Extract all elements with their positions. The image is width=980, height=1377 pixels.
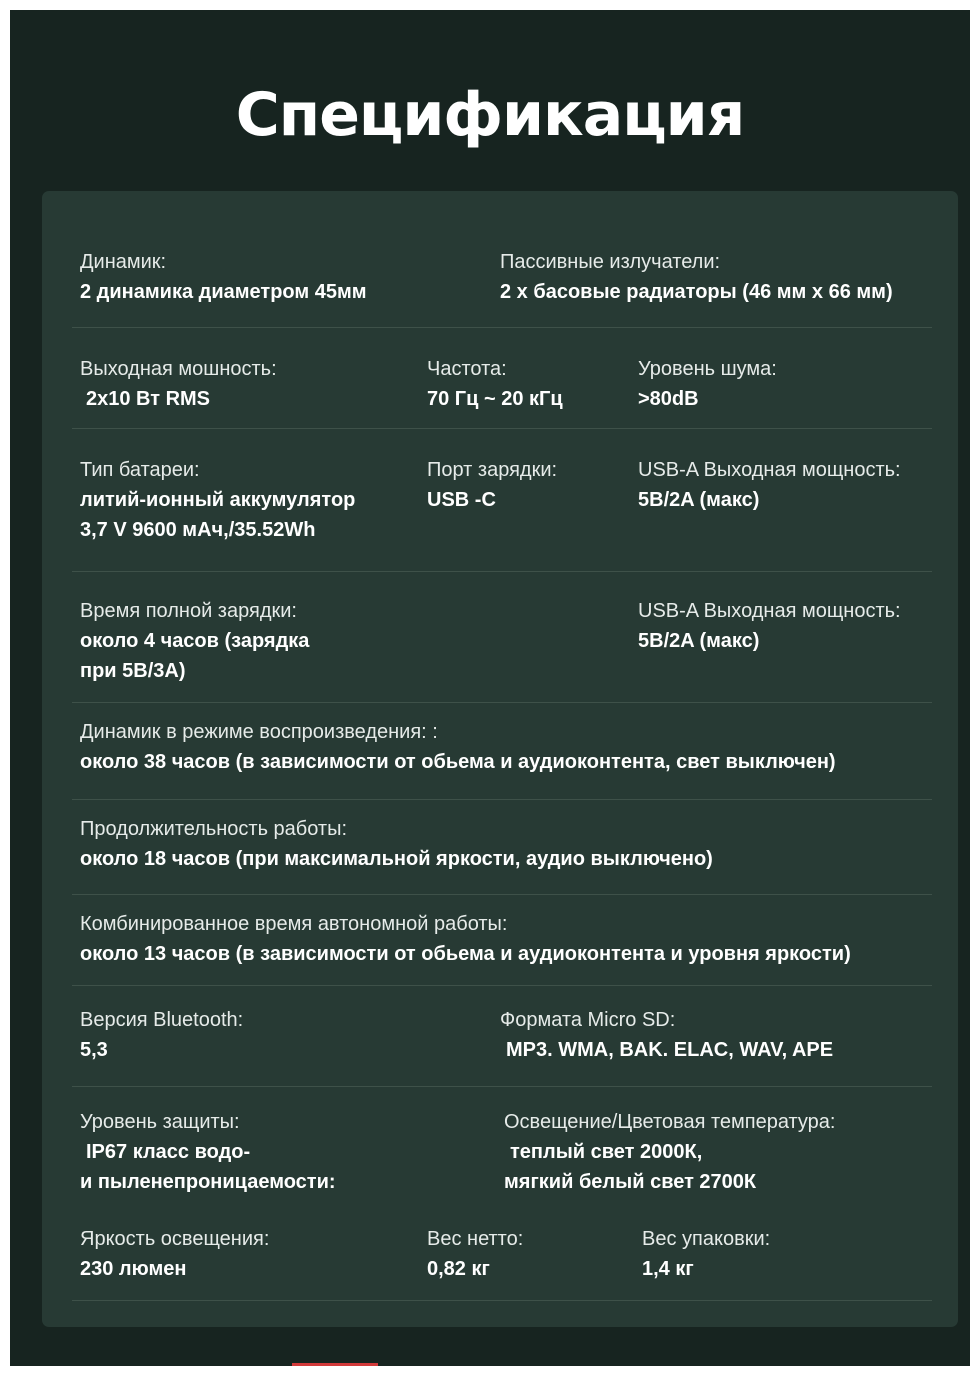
spec-label: Выходная мошность:	[80, 358, 277, 380]
spec-value: 5B/2A (макс)	[638, 489, 760, 511]
spec-sheet	[10, 10, 970, 1366]
spec-operating-time	[80, 814, 713, 874]
spec-label: Формата Micro SD:	[500, 1009, 676, 1031]
spec-label: Пассивные излучатели:	[500, 251, 721, 273]
spec-bluetooth-version	[80, 1005, 243, 1065]
spec-value: мягкий белый свет 2700К	[504, 1171, 757, 1193]
spec-value: USB -C	[427, 489, 496, 511]
row-divider	[72, 1086, 932, 1087]
spec-label: Вес нетто:	[427, 1228, 524, 1250]
spec-output-power	[80, 354, 277, 414]
row-divider	[72, 799, 932, 800]
spec-label: Версия Bluetooth:	[80, 1009, 244, 1031]
spec-full-charge-time	[80, 596, 309, 686]
spec-value: при 5В/3А)	[80, 660, 186, 682]
spec-speaker	[80, 247, 367, 307]
row-divider	[72, 327, 932, 328]
spec-combined-runtime	[80, 909, 851, 969]
spec-battery-type	[80, 455, 355, 545]
spec-label: Время полной зарядки:	[80, 600, 297, 622]
spec-label: Уровень защиты:	[80, 1111, 240, 1133]
spec-value: и пыленепроницаемости:	[80, 1171, 336, 1193]
spec-value: >80dB	[638, 388, 699, 410]
spec-charging-port	[427, 455, 557, 515]
row-divider	[72, 571, 932, 572]
spec-value: 2 динамика диаметром 45мм	[80, 281, 367, 303]
spec-label: Частота:	[427, 358, 507, 380]
spec-protection-level	[80, 1107, 336, 1197]
spec-value: около 13 часов (в зависимости от обьема и аудиоконтента и уровня яркости)	[80, 943, 851, 965]
spec-value: 230 люмен	[80, 1258, 187, 1280]
spec-value: 5,3	[80, 1039, 108, 1061]
row-divider	[72, 985, 932, 986]
row-divider	[72, 894, 932, 895]
spec-label: Уровень шума:	[638, 358, 777, 380]
spec-card	[42, 191, 958, 1327]
row-divider	[72, 1300, 932, 1301]
spec-value: 0,82 кг	[427, 1258, 490, 1280]
spec-label: Вес упаковки:	[642, 1228, 771, 1250]
spec-label: Освещение/Цветовая температура:	[504, 1111, 836, 1133]
spec-value: 3,7 V 9600 мАч,/35.52Wh	[80, 519, 316, 541]
spec-value: около 18 часов (при максимальной яркости, аудио выключено)	[80, 848, 713, 870]
spec-value: литий-ионный аккумулятор	[80, 489, 356, 511]
spec-value: 5B/2A (макс)	[638, 630, 760, 652]
row-divider	[72, 702, 932, 703]
spec-brightness	[80, 1224, 269, 1284]
spec-value: MP3. WMA, BAK. ELAC, WAV, APE	[506, 1039, 834, 1061]
spec-frequency	[427, 354, 563, 414]
spec-value: 70 Гц ~ 20 кГц	[427, 388, 563, 410]
spec-label: Яркость освещения:	[80, 1228, 270, 1250]
spec-value: около 4 часов (зарядка	[80, 630, 310, 652]
spec-lighting-color-temperature	[504, 1107, 835, 1197]
spec-label: Комбинированное время автономной работы:	[80, 913, 508, 935]
spec-noise-level	[638, 354, 777, 414]
spec-value: IP67 класс водо-	[86, 1141, 251, 1163]
spec-label: Тип батареи:	[80, 459, 200, 481]
spec-value: около 38 часов (в зависимости от обьема и аудиоконтента, свет выключен)	[80, 751, 836, 773]
spec-label: Динамик:	[80, 251, 167, 273]
spec-value: 1,4 кг	[642, 1258, 694, 1280]
spec-usb-a-output	[638, 455, 901, 515]
row-divider	[72, 428, 932, 429]
spec-label: USB-A Выходная мощность:	[638, 600, 901, 622]
spec-label: Динамик в режиме воспроизведения: :	[80, 721, 438, 743]
spec-usb-a-output	[638, 596, 901, 656]
bottom-accent-strip	[292, 1363, 378, 1366]
spec-label: Порт зарядки:	[427, 459, 558, 481]
page-title: Спецификация	[235, 80, 745, 150]
spec-value: теплый свет 2000К,	[510, 1141, 703, 1163]
spec-value: 2 х басовые радиаторы (46 мм х 66 мм)	[500, 281, 893, 303]
spec-value: 2x10 Вт RMS	[86, 388, 211, 410]
spec-micro-sd-formats	[500, 1005, 833, 1065]
spec-passive-radiators	[500, 247, 893, 307]
spec-label: USB-A Выходная мощность:	[638, 459, 901, 481]
spec-label: Продолжительность работы:	[80, 818, 348, 840]
spec-net-weight	[427, 1224, 523, 1284]
spec-package-weight	[642, 1224, 770, 1284]
spec-playback-time	[80, 717, 836, 777]
